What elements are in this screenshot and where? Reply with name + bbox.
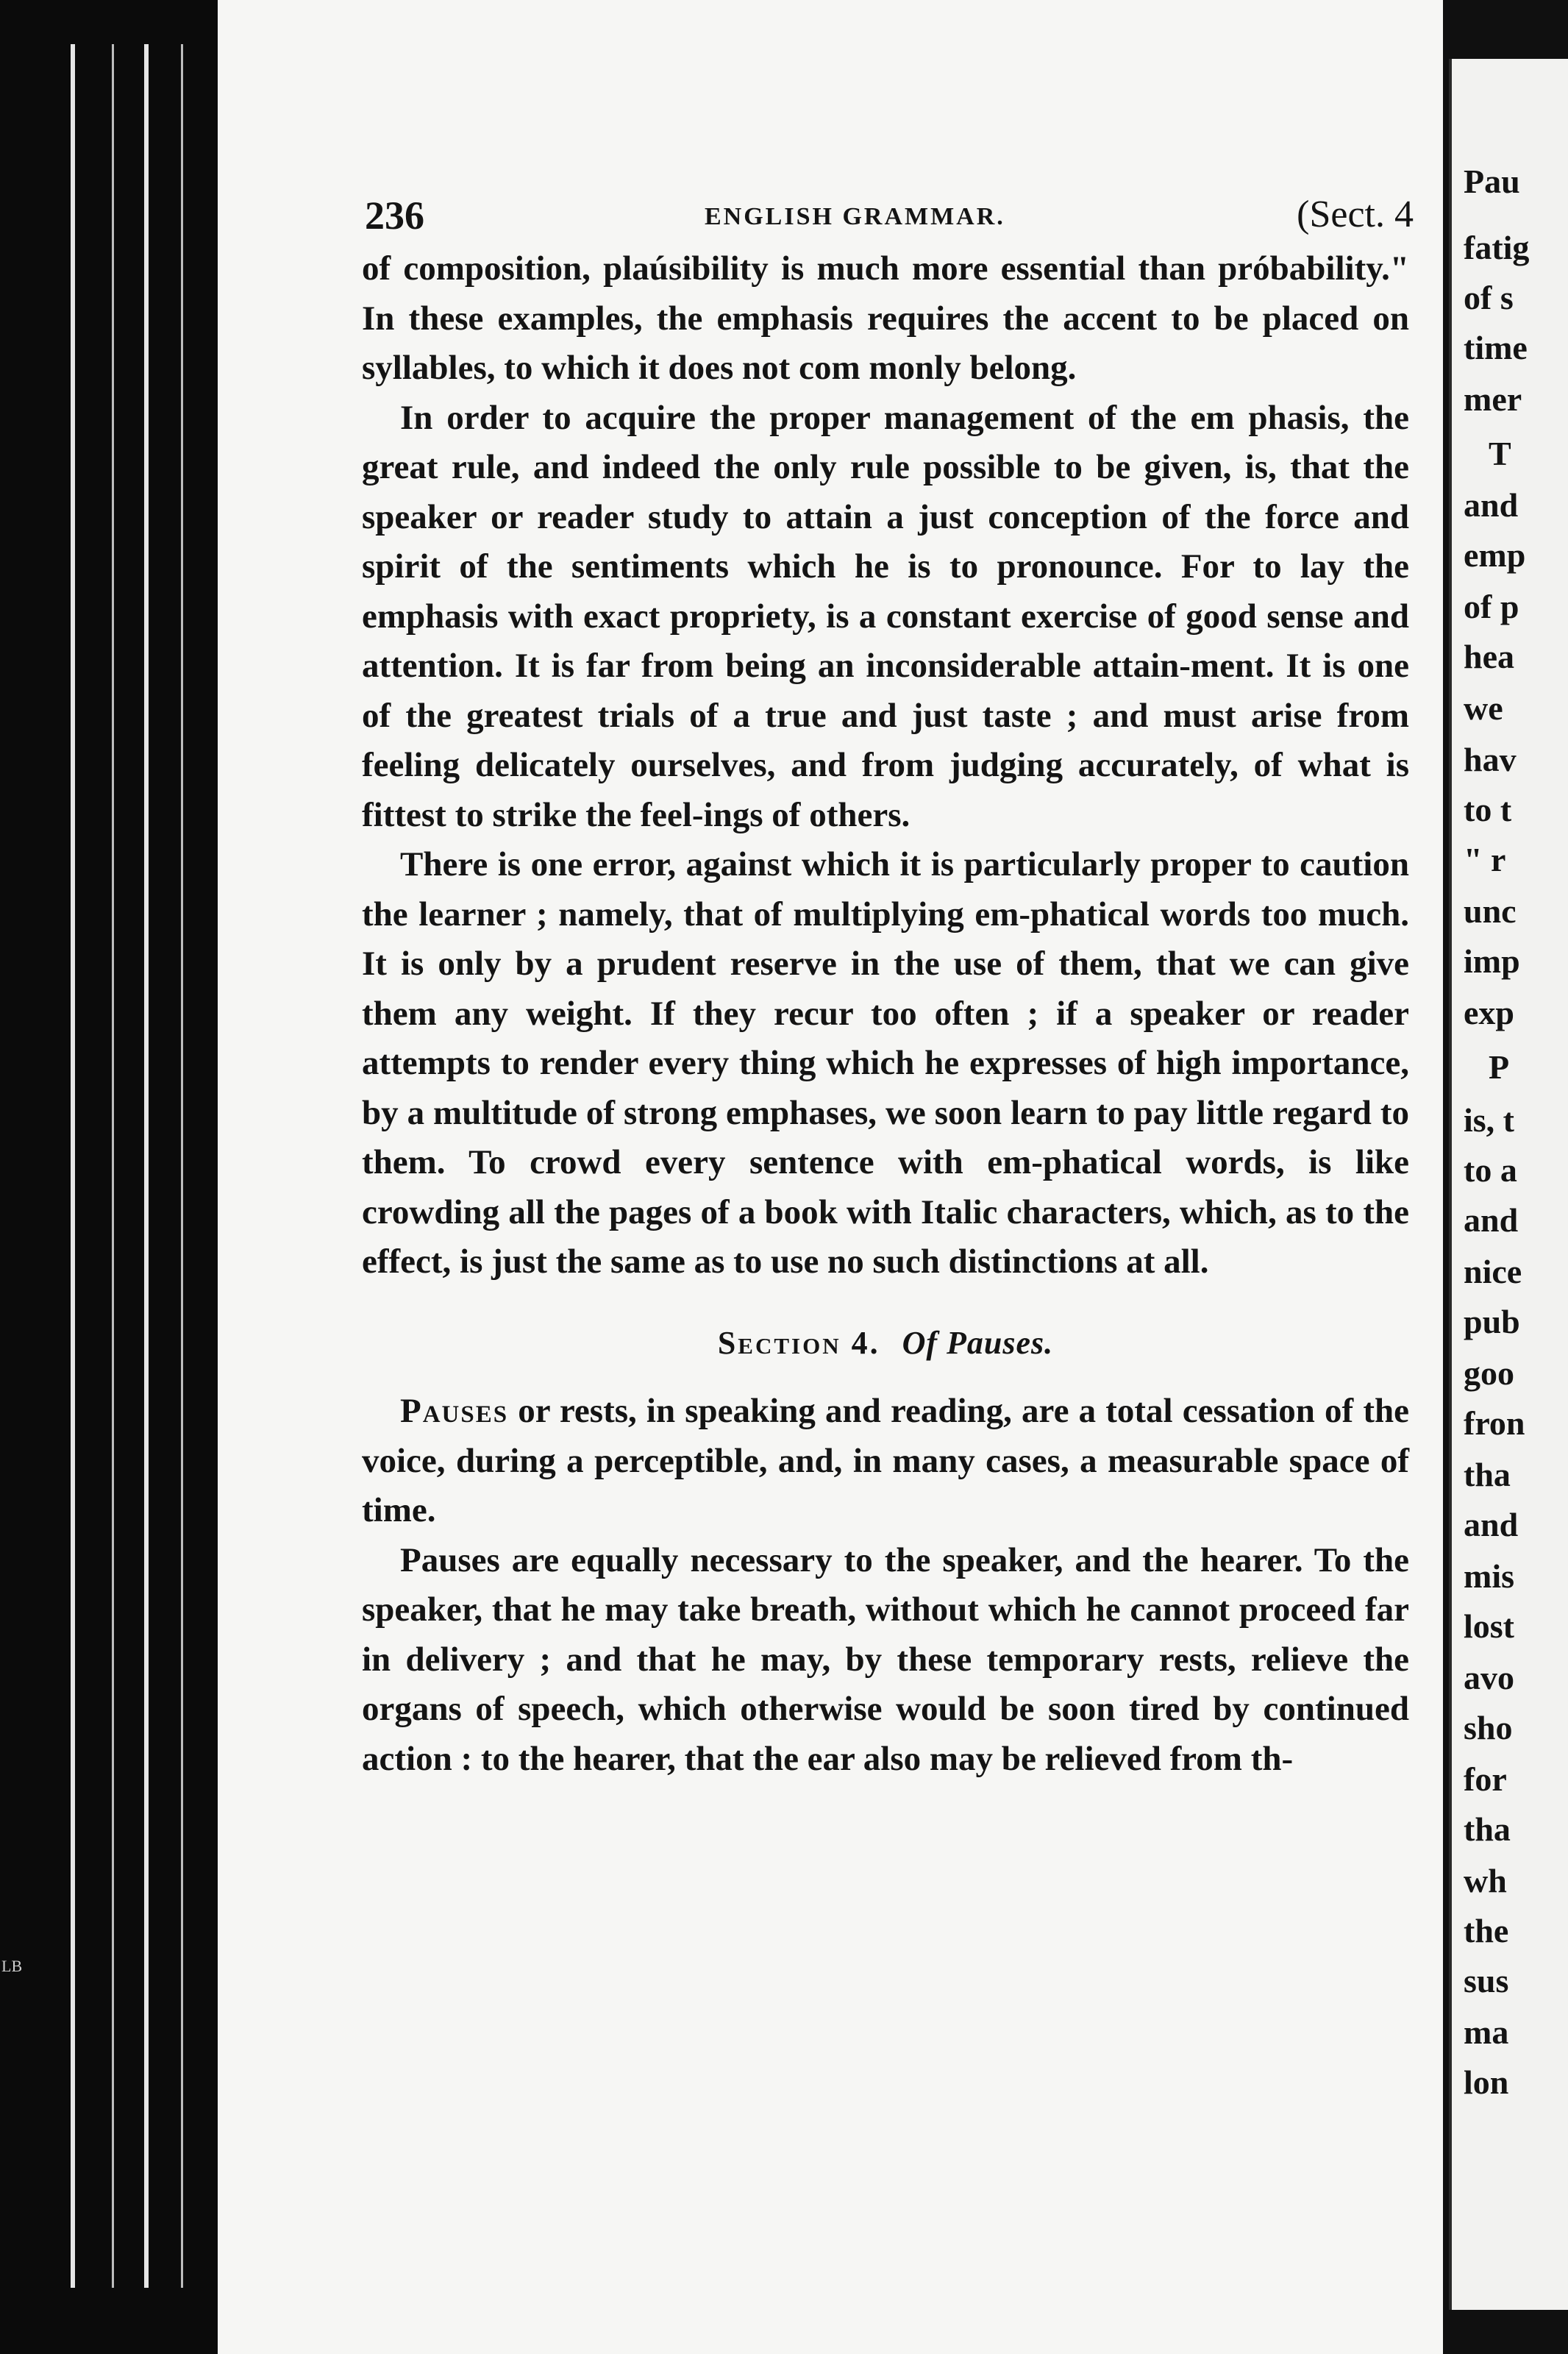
paragraph xyxy=(362,1387,1409,1536)
facing-page-line: avo xyxy=(1464,1659,1514,1696)
binding-mark: LB xyxy=(1,1957,23,1975)
facing-page-line: pub xyxy=(1464,1303,1520,1340)
lead-word: Pauses xyxy=(400,1392,509,1430)
facing-page-line: mis xyxy=(1464,1557,1514,1595)
facing-page-line: imp xyxy=(1464,942,1520,980)
paragraph-text: or rests, in speaking and reading, are a total cessation of the voice, during a perceptible, and, in many cases, a measurable space of time. xyxy=(362,1392,1409,1529)
facing-page-line: to t xyxy=(1464,791,1512,828)
facing-page-line: tha xyxy=(1464,1456,1511,1493)
facing-page-line: tha xyxy=(1464,1810,1511,1848)
facing-page-line: and xyxy=(1464,486,1519,524)
facing-page-line: nice xyxy=(1464,1253,1522,1290)
spine-page-edge xyxy=(112,44,114,2288)
book-page xyxy=(218,0,1443,2354)
facing-page-line: goo xyxy=(1464,1354,1514,1392)
running-title: ENGLISH GRAMMAR. xyxy=(705,203,1005,230)
facing-page-line: ma xyxy=(1464,2013,1509,2051)
facing-page-line: T xyxy=(1489,435,1511,472)
facing-page-line: mer xyxy=(1464,380,1522,418)
page-content xyxy=(362,193,1414,1784)
section-label: Section 4. xyxy=(717,1324,880,1361)
facing-page-line: and xyxy=(1464,1201,1519,1239)
facing-page-line: sus xyxy=(1464,1962,1509,1999)
facing-page-line: wh xyxy=(1464,1862,1507,1899)
facing-page-line: and xyxy=(1464,1506,1519,1543)
spine-page-edge xyxy=(181,44,183,2288)
paragraph: In order to acquire the proper management of the em phasis, the great rule, and indeed the only rule possible to be given, is, that the speaker or reader study to attain a just conception of the force and spirit of the sentiments which he is to pronounce. For to lay the emphasis with exact propriety, is a constant exercise of good sense and attention. It is far from being an inconsiderable attain-ment. It is one of the greatest trials of a true and just taste ; and must arise from feeling delicately ourselves, and from judging accurately, of what is fittest to strike the feel-ings of others. xyxy=(362,398,1409,834)
spine-page-edge xyxy=(71,44,75,2288)
facing-page-line: hea xyxy=(1464,638,1514,675)
facing-page-line: fatig xyxy=(1464,229,1530,266)
paragraph: Pauses are equally necessary to the speaker, and the hearer. To the speaker, that he may take breath, without which he cannot proceed far in delivery ; and that he may, by these temporary rests, relieve the organs of speech, which otherwise would be soon tired by continued action : to the hearer, that the ear also may be relieved from th- xyxy=(362,1540,1409,1778)
facing-page-line: we xyxy=(1464,689,1503,727)
facing-page-line: to a xyxy=(1464,1151,1517,1189)
facing-page-line: Pau xyxy=(1464,163,1520,200)
running-head xyxy=(362,193,1414,244)
facing-page-line: P xyxy=(1489,1048,1510,1086)
facing-page-line: lon xyxy=(1464,2063,1509,2101)
facing-page-line: for xyxy=(1464,1760,1507,1798)
page-number: 236 xyxy=(365,193,424,238)
facing-page-line: of p xyxy=(1464,588,1519,625)
paragraph: of composition, plaúsibility is much more essential than próbability." In these examples, the emphasis requires the accent to be placed on syllables, to which it does not com monly belong. xyxy=(362,249,1409,387)
body-text xyxy=(362,244,1409,1784)
section-reference: (Sect. 4 xyxy=(1297,193,1414,235)
facing-page-line: emp xyxy=(1464,536,1526,574)
facing-page-line: unc xyxy=(1464,892,1517,930)
facing-page-line: sho xyxy=(1464,1709,1513,1746)
facing-page-line: fron xyxy=(1464,1404,1525,1442)
section-heading xyxy=(362,1318,1409,1368)
facing-page-line: lost xyxy=(1464,1607,1514,1645)
paragraph: There is one error, against which it is particularly proper to caution the learner ; namely, that of multiplying em-phatical words too much. It is only by a prudent reserve in the use of them, that we can give them any weight. If they recur too often ; if a speaker or reader attempts to render every thing which he expresses of high importance, by a multitude of strong emphases, we soon learn to pay little regard to them. To crowd every sentence with em-phatical words, is like crowding all the pages of a book with Italic characters, which, as to the effect, is just the same as to use no such distinctions at all. xyxy=(362,845,1409,1281)
facing-page-line: is, t xyxy=(1464,1101,1514,1139)
facing-page-line: exp xyxy=(1464,994,1514,1031)
facing-page xyxy=(1449,59,1568,2310)
facing-page-line: time xyxy=(1464,329,1528,366)
facing-page-line: hav xyxy=(1464,741,1517,778)
spine-page-edge xyxy=(144,44,149,2288)
section-title: Of Pauses. xyxy=(902,1324,1054,1361)
book-spine xyxy=(0,0,218,2354)
facing-page-line: the xyxy=(1464,1912,1509,1949)
facing-page-line: of s xyxy=(1464,279,1514,316)
facing-page-line: " r xyxy=(1464,841,1506,878)
